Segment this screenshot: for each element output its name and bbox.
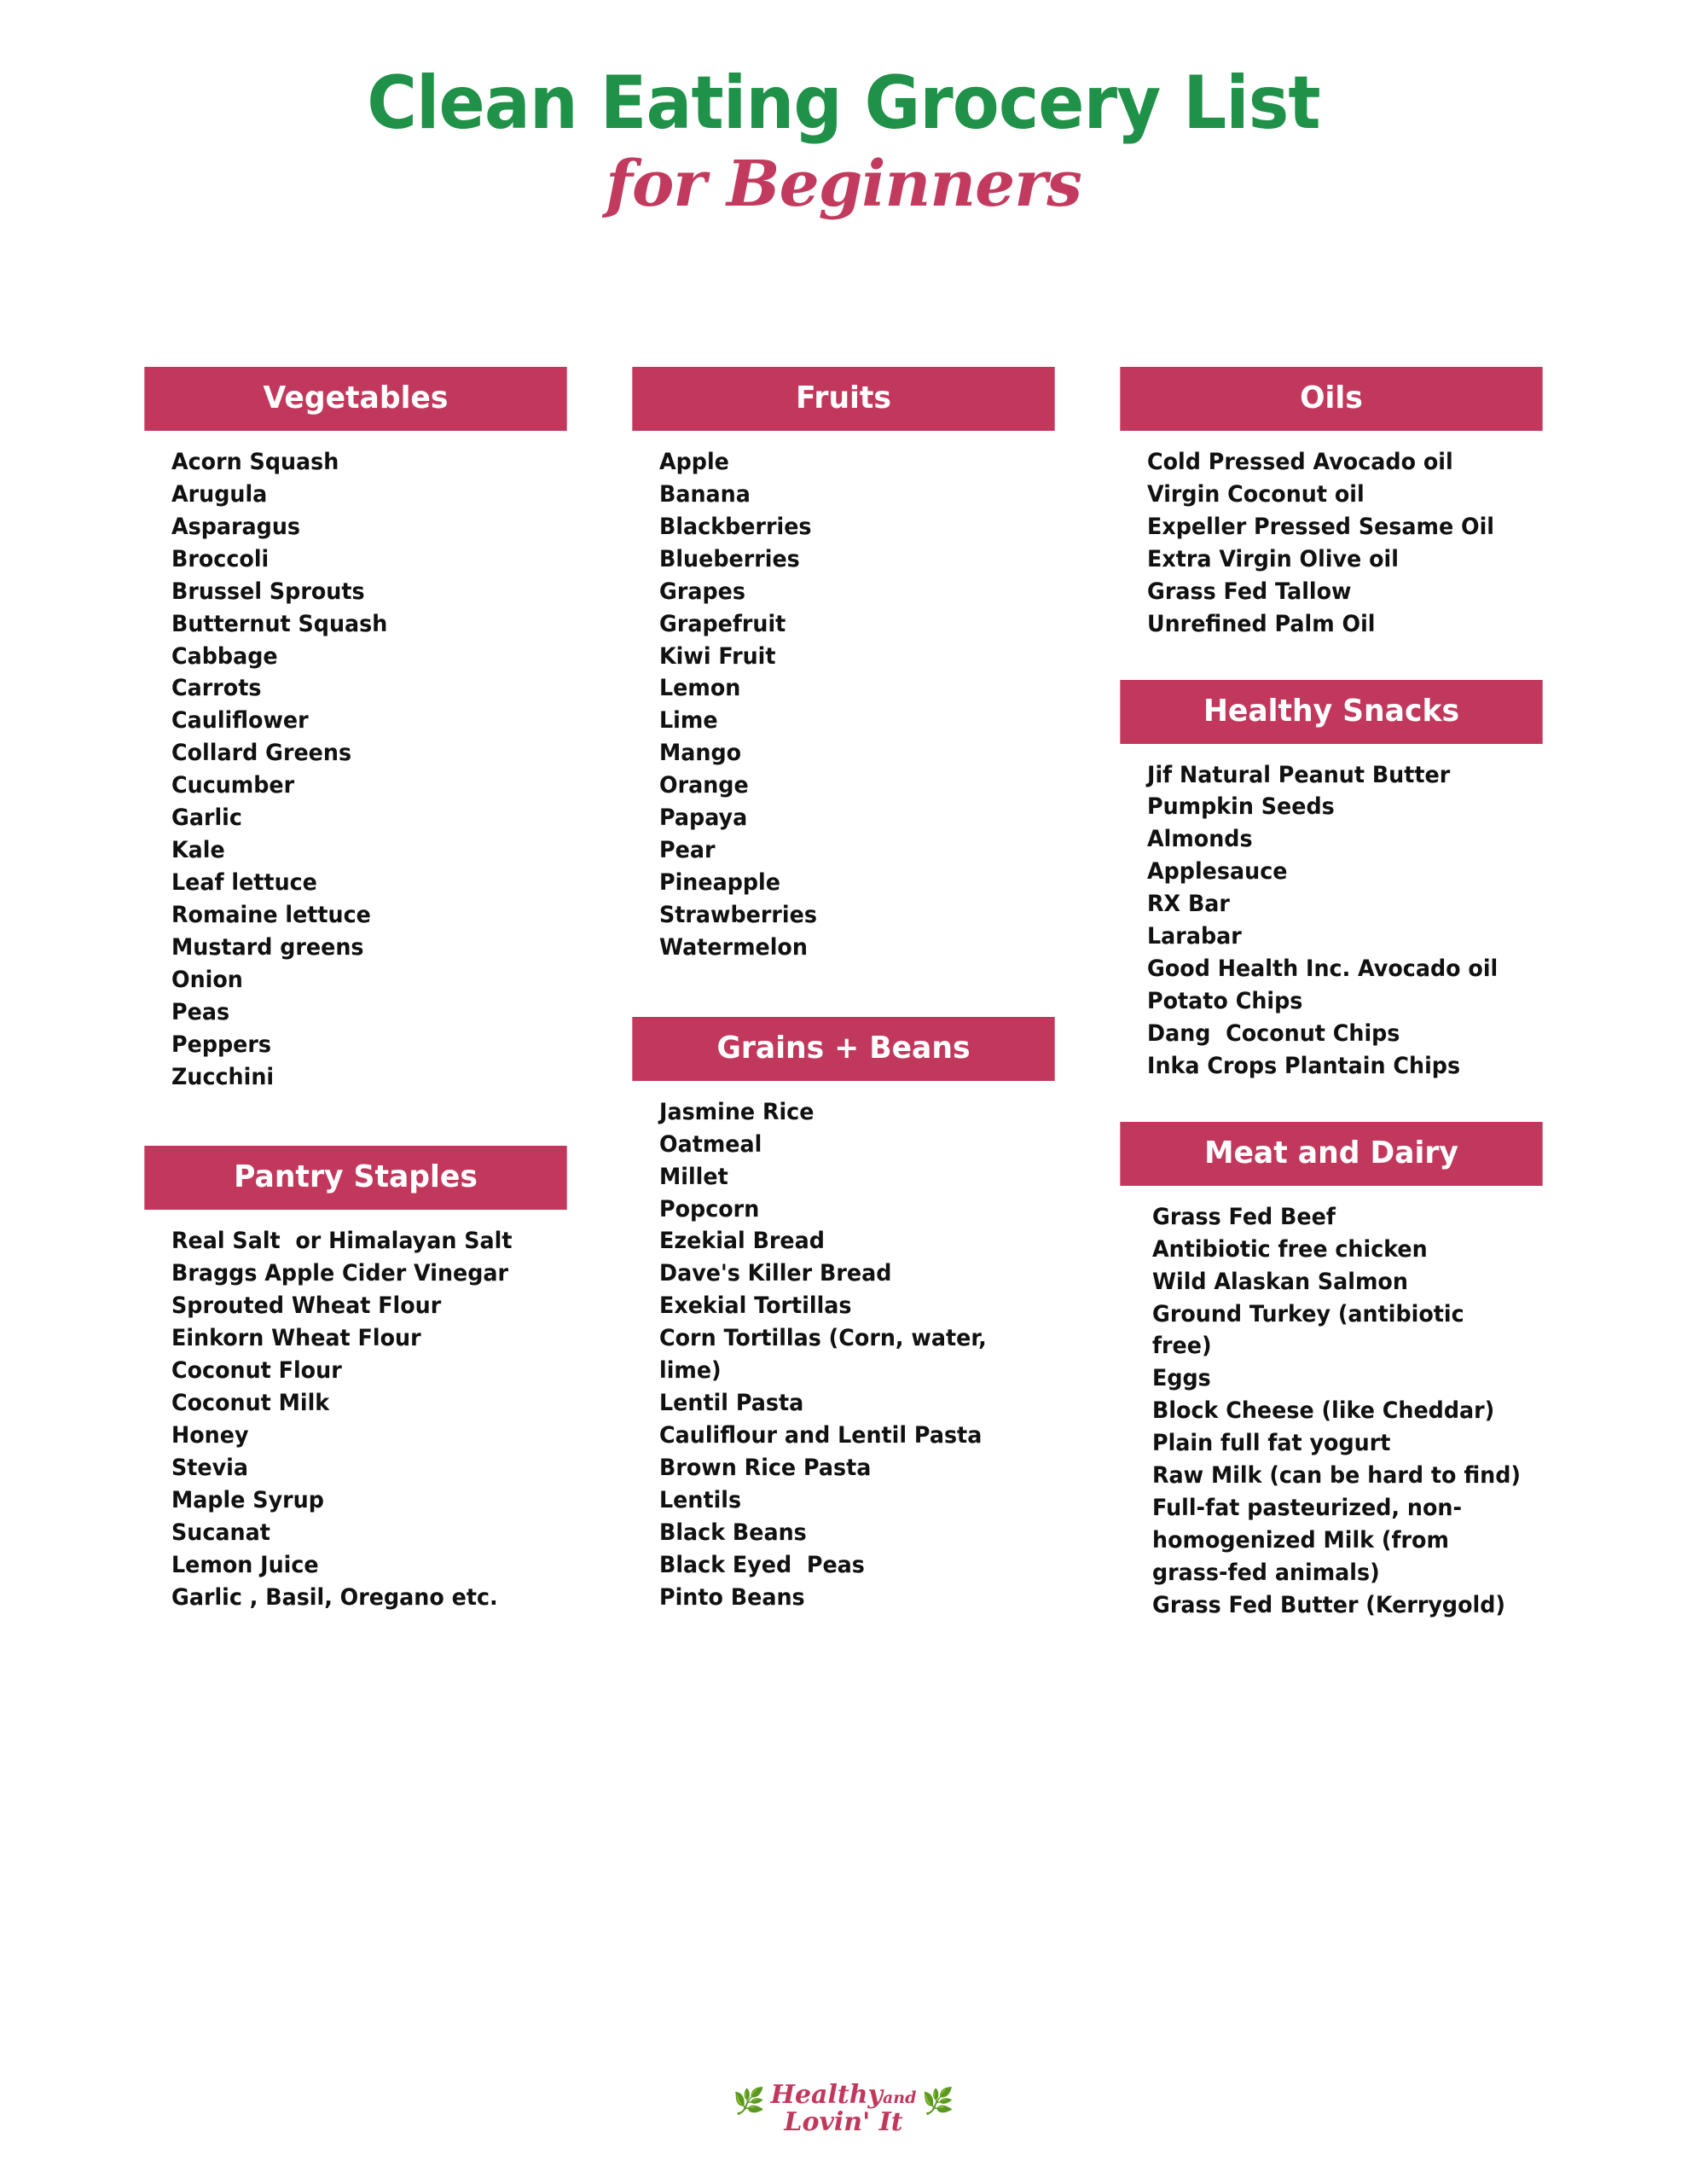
list-item: Honey bbox=[171, 1421, 249, 1449]
list-item: Pinto Beans bbox=[659, 1583, 805, 1611]
list-meat-and-dairy bbox=[1111, 1186, 1551, 1622]
logo-line-2: Lovin' It bbox=[784, 2107, 903, 2137]
list-item: Inka Crops Plantain Chips bbox=[1147, 1052, 1461, 1079]
list-item: Lentils bbox=[659, 1486, 742, 1513]
list-item: Coconut Flour bbox=[171, 1357, 342, 1385]
list-columns bbox=[0, 367, 1687, 1625]
list-oils bbox=[1111, 431, 1551, 641]
list-item: Sprouted Wheat Flour bbox=[171, 1292, 442, 1320]
list-item: Mustard greens bbox=[171, 933, 364, 961]
list-item: Banana bbox=[659, 480, 751, 508]
list-item: Exekial Tortillas bbox=[659, 1292, 852, 1320]
section-healthy-snacks bbox=[1111, 680, 1551, 1083]
list-item: Brussel Sprouts bbox=[171, 578, 365, 605]
list-item: Grass Fed Beef bbox=[1152, 1203, 1336, 1230]
list-item: Orange bbox=[659, 772, 749, 799]
section-grains-beans bbox=[623, 1017, 1064, 1614]
list-item: Carrots bbox=[171, 675, 262, 702]
list-item: Dang Coconut Chips bbox=[1147, 1019, 1400, 1047]
list-item: Stevia bbox=[171, 1454, 249, 1481]
section-oils bbox=[1111, 367, 1551, 641]
column-right bbox=[1111, 367, 1551, 1625]
list-item: Strawberries bbox=[659, 901, 817, 928]
list-item: Zucchini bbox=[171, 1063, 275, 1090]
footer bbox=[0, 2079, 1687, 2137]
list-item: Extra Virgin Olive oil bbox=[1147, 545, 1399, 572]
list-item: Larabar bbox=[1147, 923, 1242, 950]
list-item: Kale bbox=[171, 837, 225, 864]
title-block bbox=[0, 0, 1687, 221]
list-item: Blueberries bbox=[659, 545, 800, 572]
list-item: Cucumber bbox=[171, 772, 295, 799]
list-item: Maple Syrup bbox=[171, 1486, 324, 1513]
list-item: Blackberries bbox=[659, 513, 812, 540]
list-item: Lime bbox=[659, 707, 718, 735]
list-item: Cauliflour and Lentil Pasta bbox=[659, 1421, 983, 1449]
section-vegetables bbox=[136, 367, 576, 1093]
list-item: Almonds bbox=[1147, 826, 1253, 853]
list-item: Plain full fat yogurt bbox=[1152, 1430, 1391, 1457]
list-item: Pear bbox=[659, 837, 716, 864]
list-item: Pumpkin Seeds bbox=[1147, 793, 1335, 821]
list-item: Dave's Killer Bread bbox=[659, 1260, 892, 1287]
section-meat-and-dairy bbox=[1111, 1122, 1551, 1622]
list-item: Black Beans bbox=[659, 1519, 807, 1546]
list-item: Peppers bbox=[171, 1031, 271, 1058]
leaf-icon: 🌿 bbox=[922, 2087, 954, 2116]
section-pantry-staples bbox=[136, 1146, 576, 1613]
list-item: Arugula bbox=[171, 480, 268, 508]
list-item: Mango bbox=[659, 740, 742, 767]
list-item: Papaya bbox=[659, 804, 748, 832]
section-header-vegetables: Vegetables bbox=[144, 367, 566, 431]
list-item: Applesauce bbox=[1147, 858, 1288, 886]
list-item: Garlic bbox=[171, 804, 242, 832]
list-item: Virgin Coconut oil bbox=[1147, 480, 1365, 508]
list-item: Real Salt or Himalayan Salt bbox=[171, 1228, 513, 1255]
section-header-fruits: Fruits bbox=[632, 367, 1054, 431]
list-item: Millet bbox=[659, 1163, 728, 1190]
list-item: Pineapple bbox=[659, 868, 780, 896]
list-grains-beans bbox=[623, 1081, 1064, 1614]
list-item: Lentil Pasta bbox=[659, 1390, 804, 1417]
list-pantry-staples bbox=[136, 1210, 576, 1613]
list-fruits bbox=[623, 431, 1064, 964]
list-item: Block Cheese (like Cheddar) bbox=[1152, 1397, 1495, 1425]
list-item: Butternut Squash bbox=[171, 610, 388, 637]
list-item: Raw Milk (can be hard to find) bbox=[1152, 1462, 1521, 1490]
section-fruits bbox=[623, 367, 1064, 964]
list-item: Collard Greens bbox=[171, 740, 352, 767]
list-item: Cauliflower bbox=[171, 707, 309, 735]
logo-line-1 bbox=[770, 2079, 917, 2110]
list-item: Garlic , Basil, Oregano etc. bbox=[171, 1583, 498, 1611]
section-header-healthy-snacks: Healthy Snacks bbox=[1120, 680, 1542, 744]
list-item: Grapes bbox=[659, 578, 745, 605]
list-item: Full-fat pasteurized, non-homogenized Milk (from grass-fed animals) bbox=[1152, 1495, 1462, 1586]
list-item: Ground Turkey (antibiotic free) bbox=[1152, 1300, 1472, 1360]
list-item: Antibiotic free chicken bbox=[1152, 1235, 1428, 1263]
list-item: Grass Fed Tallow bbox=[1147, 578, 1352, 605]
list-item: Asparagus bbox=[171, 513, 301, 540]
list-item: Jasmine Rice bbox=[659, 1098, 815, 1125]
section-header-pantry-staples: Pantry Staples bbox=[144, 1146, 566, 1210]
list-item: Grass Fed Butter (Kerrygold) bbox=[1152, 1591, 1505, 1618]
list-item: Wild Alaskan Salmon bbox=[1152, 1268, 1408, 1295]
column-left bbox=[136, 367, 576, 1625]
logo-text-healthy: Healthy bbox=[770, 2079, 883, 2110]
list-item: Oatmeal bbox=[659, 1130, 762, 1158]
list-item: Acorn Squash bbox=[171, 449, 339, 475]
list-item: Good Health Inc. Avocado oil Potato Chips bbox=[1147, 956, 1513, 1014]
list-item: RX Bar bbox=[1147, 891, 1230, 918]
list-item: Unrefined Palm Oil bbox=[1147, 610, 1376, 637]
list-item: Expeller Pressed Sesame Oil bbox=[1147, 513, 1495, 540]
list-item: Apple bbox=[659, 449, 729, 475]
list-item: Lemon bbox=[659, 675, 741, 702]
list-item: Ezekial Bread bbox=[659, 1228, 825, 1255]
list-item: Peas bbox=[171, 998, 230, 1025]
leaf-icon: 🌿 bbox=[733, 2087, 765, 2116]
list-item: Cabbage bbox=[171, 642, 278, 670]
page-title: Clean Eating Grocery List bbox=[367, 61, 1320, 146]
list-item: Onion bbox=[171, 966, 243, 993]
list-item: Broccoli bbox=[171, 545, 270, 572]
list-item: Watermelon bbox=[659, 933, 808, 961]
column-middle bbox=[623, 367, 1064, 1625]
section-header-oils: Oils bbox=[1120, 367, 1542, 431]
list-item: Eggs bbox=[1152, 1365, 1211, 1392]
list-item: Sucanat bbox=[171, 1519, 270, 1546]
section-header-grains-beans: Grains + Beans bbox=[632, 1017, 1054, 1081]
list-item: Coconut Milk bbox=[171, 1390, 330, 1417]
list-vegetables bbox=[136, 431, 576, 1093]
list-item: Popcorn bbox=[659, 1195, 760, 1223]
list-item: Lemon Juice bbox=[171, 1551, 319, 1578]
list-item: Grapefruit bbox=[659, 610, 786, 637]
list-item: Leaf lettuce bbox=[171, 868, 317, 896]
list-healthy-snacks bbox=[1111, 744, 1551, 1083]
list-item: Romaine lettuce bbox=[171, 901, 371, 928]
page-subtitle: for Beginners bbox=[606, 148, 1081, 221]
list-item: Brown Rice Pasta bbox=[659, 1454, 872, 1481]
list-item: Black Eyed Peas bbox=[659, 1551, 865, 1578]
list-item: Einkorn Wheat Flour bbox=[171, 1325, 421, 1352]
list-item: Kiwi Fruit bbox=[659, 642, 776, 670]
logo-text-and: and bbox=[882, 2088, 917, 2107]
section-header-meat-and-dairy: Meat and Dairy bbox=[1120, 1122, 1542, 1186]
list-item: Braggs Apple Cider Vinegar bbox=[171, 1260, 509, 1287]
list-item: Jif Natural Peanut Butter bbox=[1147, 761, 1451, 788]
list-item: Cold Pressed Avocado oil bbox=[1147, 449, 1453, 475]
list-item: Corn Tortillas (Corn, water, lime) bbox=[659, 1325, 994, 1385]
site-logo bbox=[733, 2079, 954, 2137]
